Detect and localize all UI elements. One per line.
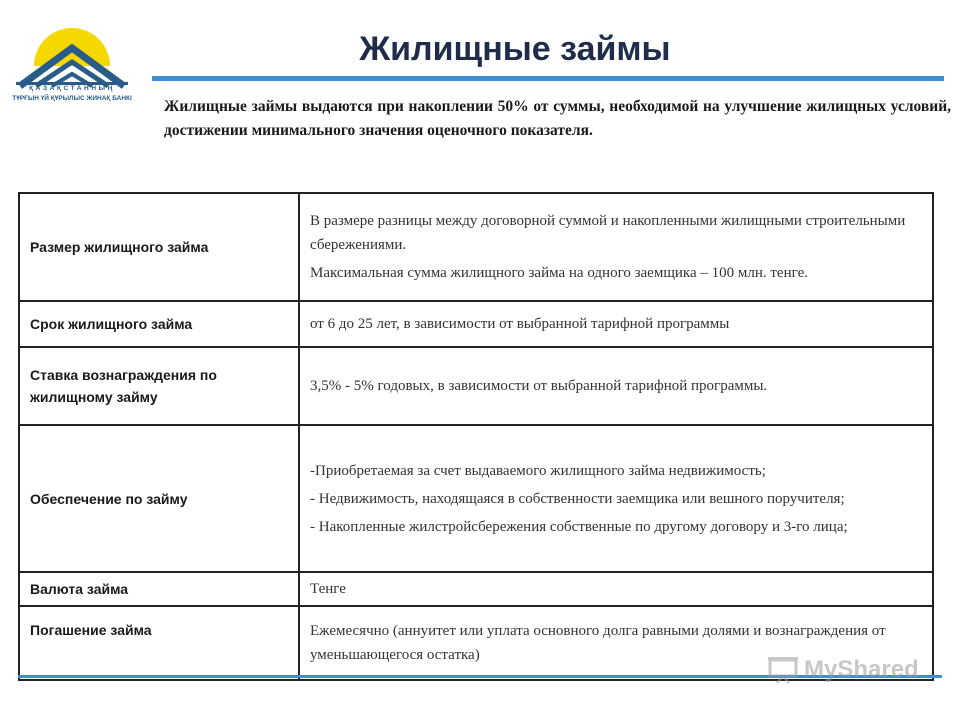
table-row [20, 573, 932, 607]
logo-line-1: ҚАЗАҚСТАННЫҢ [29, 85, 115, 92]
row-value-line: Ежемесячно (аннуитет или уплата основного долга равными долями и вознаграждения от уменьшающегося остатка) [310, 623, 886, 663]
bank-logo-icon [12, 18, 132, 118]
row-value [300, 194, 932, 300]
row-value-line: от 6 до 25 лет, в зависимости от выбранной тарифной программы [310, 316, 730, 332]
row-value-line: - Недвижимость, находящаяся в собственности заемщика или вешного поручителя; [310, 490, 845, 507]
row-value [300, 302, 932, 346]
row-value-line: -Приобретаемая за счет выдаваемого жилищного займа недвижимость; [310, 462, 766, 479]
row-label: Обеспечение по займу [20, 426, 300, 571]
table-row [20, 348, 932, 426]
row-value [300, 426, 932, 571]
table-row [20, 194, 932, 302]
row-value [300, 573, 932, 605]
row-value-line: - Накопленные жилстройсбережения собственные по другому договору и 3-го лица; [310, 518, 848, 535]
presentation-icon [768, 656, 800, 684]
table-row [20, 426, 932, 573]
watermark-text: MyShared [804, 656, 919, 683]
row-value-line: В размере разницы между договорной суммой и накопленными жилищными строительными сбережениями. [310, 213, 906, 253]
title-divider [152, 76, 944, 81]
row-value [300, 348, 932, 424]
row-label: Срок жилищного займа [20, 302, 300, 346]
loan-terms-table [18, 192, 934, 681]
table-row [20, 302, 932, 348]
row-label: Погашение займа [20, 607, 300, 679]
row-label: Размер жилищного займа [20, 194, 300, 300]
row-label: Ставка вознаграждения по жилищному займу [20, 348, 300, 424]
page-title: Жилищные займы [359, 30, 671, 68]
row-value-line: 3,5% - 5% годовых, в зависимости от выбранной тарифной программы. [310, 378, 768, 394]
row-label: Валюта займа [20, 573, 300, 605]
row-value-line: Максимальная сумма жилищного займа на одного заемщика – 100 млн. тенге. [310, 265, 808, 281]
logo-line-2: ТҰРҒЫН ҮЙ ҚҰРЫЛЫС ЖИНАҚ БАНКІ [12, 95, 132, 102]
intro-paragraph: Жилищные займы выдаются при накоплении 50% от суммы, необходимой на улучшение жилищных условий, достижении минимального значения оценочного показателя. [164, 98, 951, 139]
watermark [768, 656, 919, 684]
row-value-line: Тенге [310, 581, 346, 597]
